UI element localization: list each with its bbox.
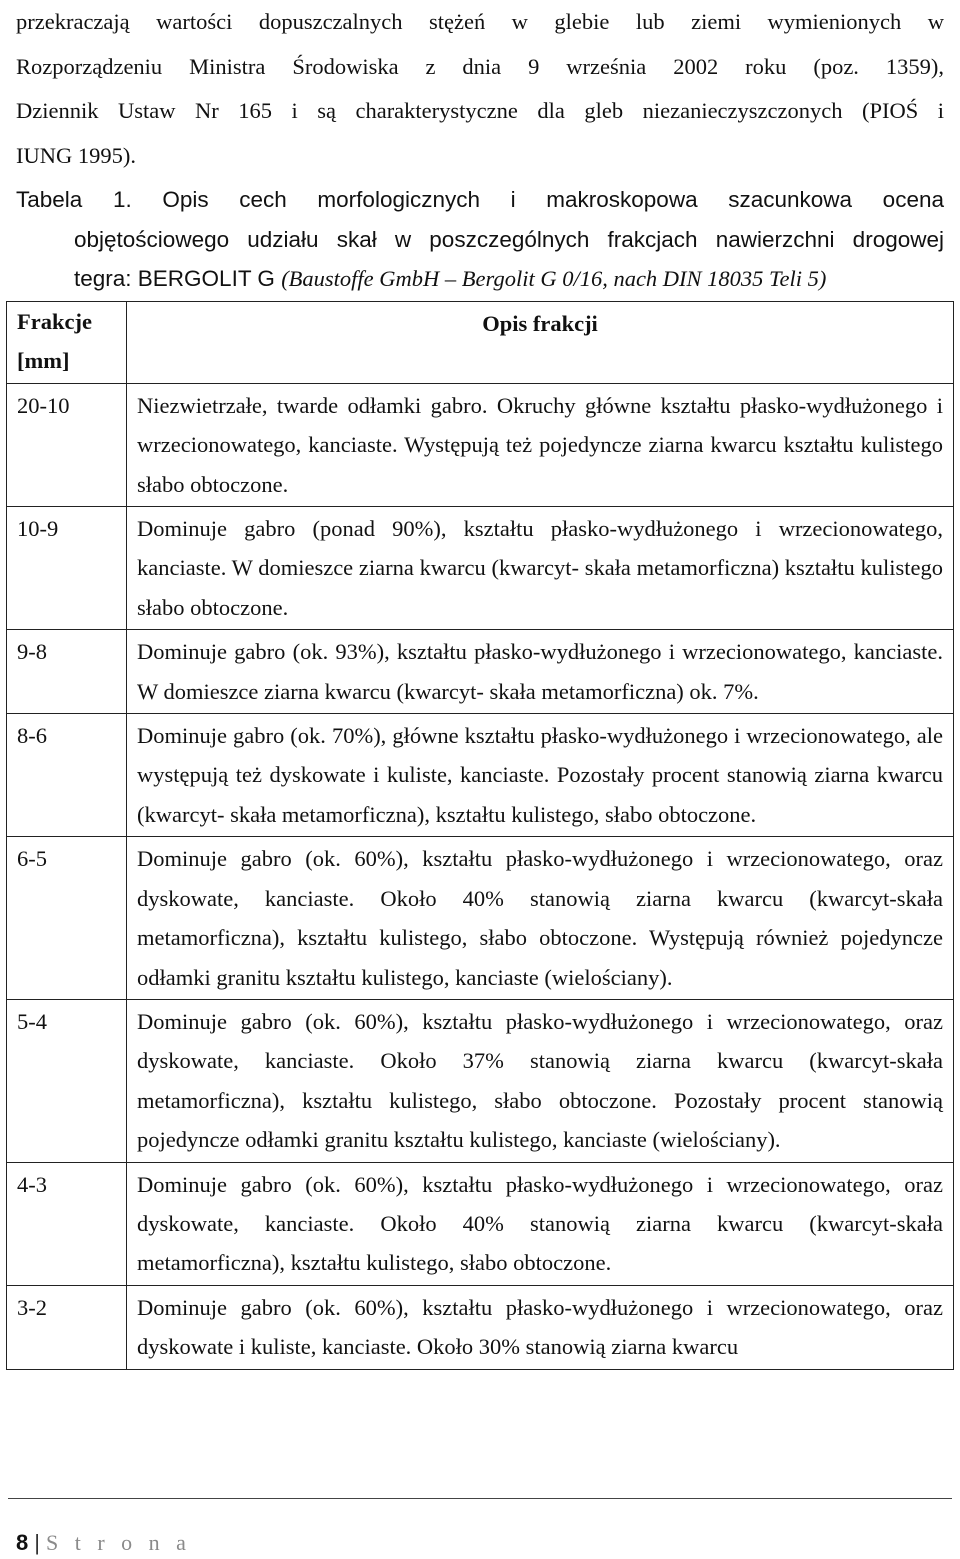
caption-line-1: [16, 180, 944, 220]
intro-line-1: przekraczają wartości dopuszczalnych stężeń w glebie lub ziemi wymienionych w: [16, 9, 944, 34]
fraction-cell: 4-3: [7, 1162, 127, 1285]
fraction-cell: 5-4: [7, 999, 127, 1162]
page-number: 8: [16, 1530, 29, 1555]
fraction-cell: 3-2: [7, 1285, 127, 1369]
header-description: Opis frakcji: [127, 302, 954, 384]
footer-page-label: S t r o n a: [45, 1530, 192, 1555]
intro-line-4: IUNG 1995).: [16, 142, 136, 168]
footer-separator: |: [34, 1530, 40, 1555]
caption-label: Tabela 1.: [16, 187, 132, 212]
table-row: [7, 383, 954, 506]
page-footer: [16, 1528, 191, 1558]
fraction-cell: 10-9: [7, 507, 127, 630]
intro-line-3: Dziennik Ustaw Nr 165 i są charakterystyczne dla gleb niezanieczyszczonych (PIOŚ i: [16, 98, 944, 123]
description-cell: Dominuje gabro (ok. 60%), kształtu płasko-wydłużonego i wrzecionowatego, oraz dyskowate, kanciaste. Około 40% stanowią ziarna kwarcu (kwarcyt-skała metamorficzna), kształtu kulistego, słabo obtoczone.: [127, 1162, 954, 1285]
description-cell: Dominuje gabro (ok. 60%), kształtu płasko-wydłużonego i wrzecionowatego, oraz dyskowate i kuliste, kanciaste. Około 30% stanowią ziarna kwarcu: [127, 1285, 954, 1369]
description-cell: Dominuje gabro (ok. 93%), kształtu płasko-wydłużonego i wrzecionowatego, kanciaste. W domieszce ziarna kwarcu (kwarcyt- skała metamorficzna) ok. 7%.: [127, 630, 954, 714]
intro-line-2: Rozporządzeniu Ministra Środowiska z dnia 9 września 2002 roku (poz. 1359),: [16, 53, 944, 79]
description-cell: Dominuje gabro (ponad 90%), kształtu płasko-wydłużonego i wrzecionowatego, kanciaste. W domieszce ziarna kwarcu (kwarcyt- skała metamorficzna) kształtu kulistego słabo obtoczone.: [127, 507, 954, 630]
caption-line-2: objętościowego udziału skał w poszczególnych frakcjach nawierzchni drogowej: [74, 226, 944, 252]
table-row: [7, 507, 954, 630]
caption-line-3-italic: (Baustoffe GmbH – Bergolit G 0/16, nach DIN 18035 Teli 5): [281, 266, 827, 291]
table-row: [7, 1285, 954, 1369]
description-cell: Dominuje gabro (ok. 60%), kształtu płasko-wydłużonego i wrzecionowatego, oraz dyskowate, kanciaste. Około 40% stanowią ziarna kwarcu (kwarcyt-skała metamorficzna), kształtu kulistego, słabo obtoczone. Występują również pojedyncze odłamki granitu kształtu kulistego, kanciaste (wielościany).: [127, 837, 954, 1000]
table-caption: [16, 180, 944, 299]
description-cell: Dominuje gabro (ok. 70%), główne kształtu płasko-wydłużonego i wrzecionowatego, ale występują też dyskowate i kuliste, kanciaste. Pozostały procent stanowią ziarna kwarcu (kwarcyt- skała metamorficzna), kształtu kulistego, słabo obtoczone.: [127, 714, 954, 837]
header-fractions: Frakcje [mm]: [7, 302, 127, 384]
table-row: [7, 630, 954, 714]
fraction-cell: 6-5: [7, 837, 127, 1000]
fractions-table: [6, 301, 954, 1370]
description-cell: Dominuje gabro (ok. 60%), kształtu płasko-wydłużonego i wrzecionowatego, oraz dyskowate, kanciaste. Około 37% stanowią ziarna kwarcu (kwarcyt-skała metamorficzna), kształtu kulistego, słabo obtoczone. Pozostały procent stanowią pojedyncze odłamki granitu kształtu kulistego, kanciaste (wielościany).: [127, 999, 954, 1162]
caption-line-3-plain: tegra: BERGOLIT G: [74, 266, 275, 291]
footer-divider: [8, 1498, 952, 1499]
table-row: [7, 714, 954, 837]
table-row: [7, 837, 954, 1000]
table-row: [7, 1162, 954, 1285]
description-cell: Niezwietrzałe, twarde odłamki gabro. Okruchy główne kształtu płasko-wydłużonego i wrzecionowatego, kanciaste. Występują też pojedyncze ziarna kwarcu kształtu kulistego słabo obtoczone.: [127, 383, 954, 506]
fraction-cell: 20-10: [7, 383, 127, 506]
table-row: [7, 999, 954, 1162]
fraction-cell: 8-6: [7, 714, 127, 837]
caption-line-3: [16, 259, 944, 299]
intro-paragraph: [16, 0, 944, 178]
fraction-cell: 9-8: [7, 630, 127, 714]
table-header-row: [7, 302, 954, 384]
caption-line-1-text: Opis cech morfologicznych i makroskopowa szacunkowa ocena: [162, 187, 944, 212]
